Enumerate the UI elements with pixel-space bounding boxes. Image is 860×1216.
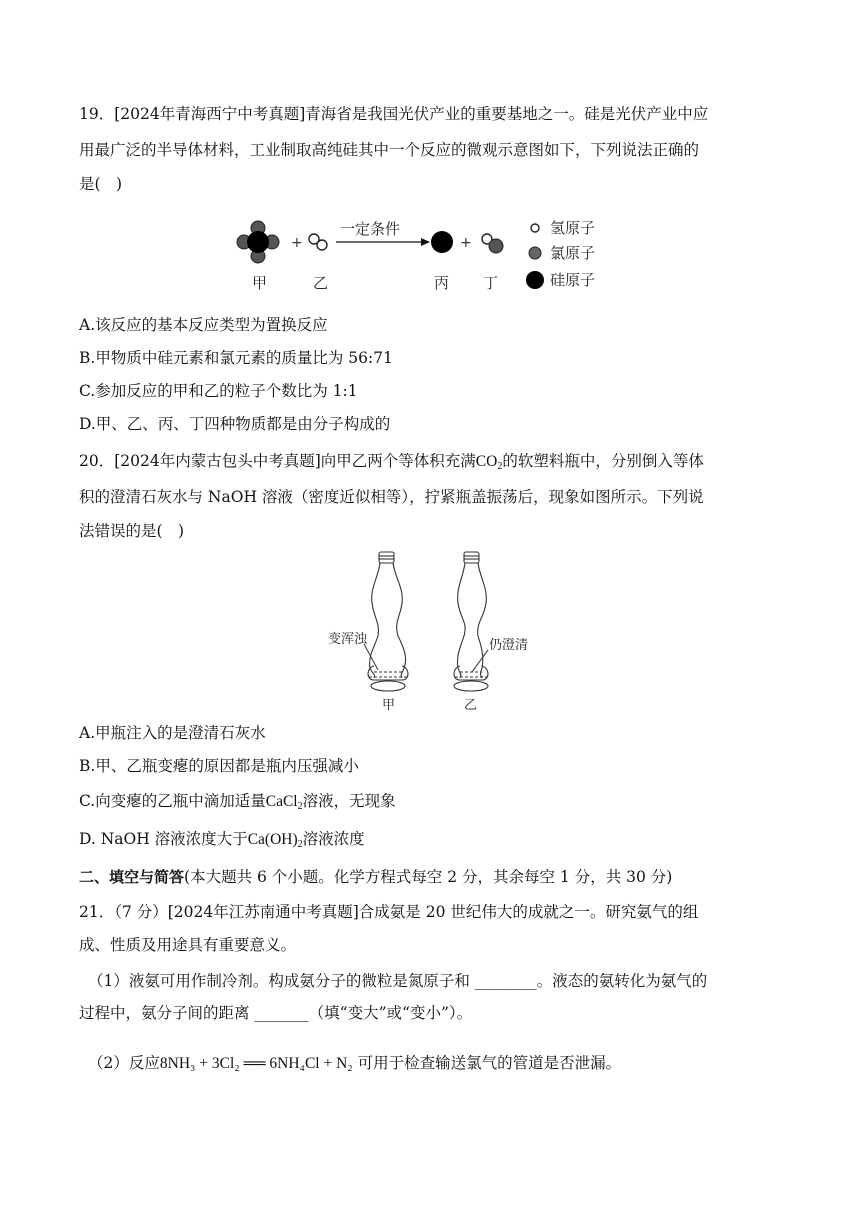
q19-line-3: 是( ) [79,175,123,193]
q20-line-3: 法错误的是( ) [79,522,185,540]
q21-part1-line-2: 过程中，氨分子间的距离 _______（填“变大”或“变小”）。 [79,1004,473,1022]
molecule-jia [237,221,279,263]
reaction-micro-diagram [228,212,628,294]
q20-option-c: C.向变瘪的乙瓶中滴加适量CaCl$_2$溶液，无现象 [79,792,396,812]
label-still-clear: 仍澄清 [489,638,529,653]
label-ding: 丁 [483,274,499,292]
bottle-jia [364,552,408,691]
q20-option-d: D. NaOH 溶液浓度大于$Ca(OH)_2$溶液浓度 [79,830,365,850]
label-yi: 乙 [313,274,329,292]
q21-line-1: 21．（7 分）[2024年江苏南通中考真题]合成氨是 20 世纪伟大的成就之一。研究氨气的组 [79,903,699,921]
molecule-ding [482,234,503,253]
q21-line-2: 成、性质及用途具有重要意义。 [79,936,297,954]
label-bing: 丙 [434,274,450,292]
formula-cacl2: CaCl$_2$ [265,793,303,812]
section-2-heading [79,866,672,888]
legend-hydrogen-label: 氢原子 [550,219,596,237]
bottle-figure [322,548,542,716]
molecule-bing [431,231,453,253]
reaction-equation: 8NH₃ + 3Cl₂ ══ 6NH₄Cl + N₂ [159,1055,353,1072]
formula-caoh2: $Ca(OH)_2$ [247,831,303,850]
legend-silicon-symbol [526,271,544,289]
legend-hydrogen-symbol [531,224,539,232]
q19-line-2: 用最广泛的半导体材料，工业制取高纯硅其中一个反应的微观示意图如下，下列说法正确的 [79,141,700,159]
legend-chlorine-label: 氯原子 [550,244,596,262]
bottle-yi [454,552,488,691]
q19-option-c: C.参加反应的甲和乙的粒子个数比为 1:1 [79,382,358,400]
q20-option-a: A.甲瓶注入的是澄清石灰水 [79,724,266,742]
legend-silicon-label: 硅原子 [550,271,596,289]
formula-co2: $CO_2$ [475,453,503,472]
molecule-yi [309,234,327,250]
section-2-note: (本大题共 6 个小题。化学方程式每空 2 分，其余每空 1 分，共 30 分) [184,868,673,886]
q20-option-b: B.甲、乙瓶变瘪的原因都是瓶内压强减小 [79,757,359,775]
condition-text: 一定条件 [340,220,401,238]
label-jia: 甲 [252,274,268,292]
label-bottle-yi: 乙 [464,698,478,713]
q19-line-1: 19．[2024年青海西宁中考真题]青海省是我国光伏产业的重要基地之一。硅是光伏产业中应 [79,105,709,123]
q20-line-1-end: 的软塑料瓶中，分别倒入等体 [502,452,704,470]
q19-option-b: B.甲物质中硅元素和氯元素的质量比为 56:71 [79,349,393,367]
q20-line-1-start: 20．[2024年内蒙古包头中考真题]向甲乙两个等体积充满 [79,452,476,470]
label-bottle-jia: 甲 [382,698,396,713]
plus-sign-2: + [460,235,472,251]
plus-sign-1: + [291,235,303,251]
label-turbid: 变浑浊 [328,632,368,647]
legend-chlorine-symbol [529,247,541,259]
q19-option-a: A.该反应的基本反应类型为置换反应 [79,316,328,334]
q20-line-1 [79,450,704,473]
q19-option-d: D.甲、乙、丙、丁四种物质都是由分子构成的 [79,415,391,433]
q21-part2-line: （2）反应8NH₃ + 3Cl₂ ══ 6NH₄Cl + N₂ 可用于检查输送氯气的管道是否泄漏。 [88,1054,622,1072]
q20-line-2: 积的澄清石灰水与 NaOH 溶液（密度近似相等），拧紧瓶盖振荡后，现象如图所示。下列说 [79,488,704,506]
q21-part1-line-1: （1）液氨可用作制冷剂。构成氨分子的微粒是氮原子和 ________。液态的氨转化为氨气的 [88,972,708,990]
section-2-title: 二、填空与简答 [79,868,185,886]
